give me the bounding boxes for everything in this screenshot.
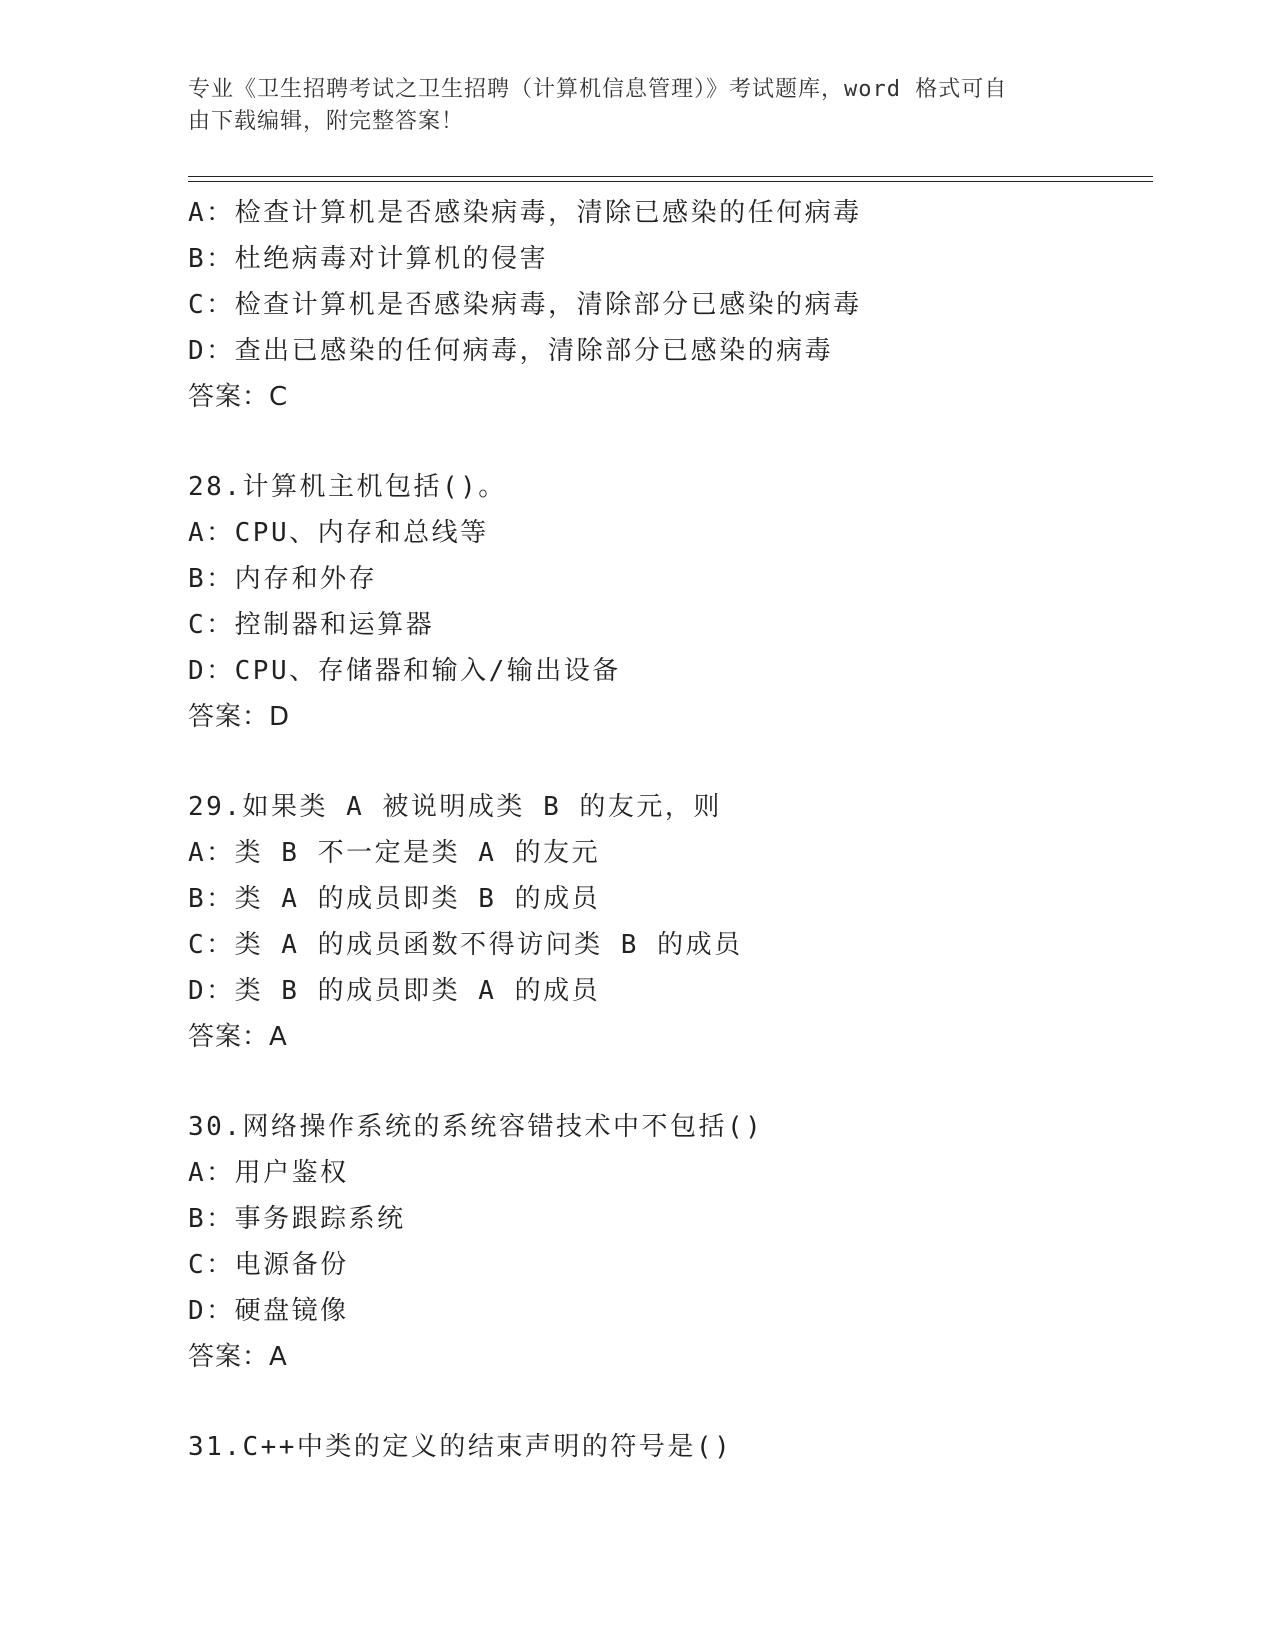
option-b: B：事务跟踪系统 xyxy=(188,1204,406,1234)
option-a: A：类 B 不一定是类 A 的友元 xyxy=(188,838,601,868)
question-list xyxy=(188,190,1188,1470)
option-b: B：类 A 的成员即类 B 的成员 xyxy=(188,884,601,914)
answer-line: 答案：A xyxy=(188,1022,288,1052)
option-d: D：类 B 的成员即类 A 的成员 xyxy=(188,976,601,1006)
option-c: C：检查计算机是否感染病毒，清除部分已感染的病毒 xyxy=(188,290,862,320)
spacer xyxy=(188,1060,1188,1104)
header-divider-bottom xyxy=(188,181,1153,182)
header-divider-top xyxy=(188,176,1153,177)
question-text: 31.C++中类的定义的结束声明的符号是() xyxy=(188,1432,733,1462)
spacer xyxy=(188,740,1188,784)
answer-line: 答案：A xyxy=(188,1342,288,1372)
question-text: 28.计算机主机包括()。 xyxy=(188,472,507,502)
question-block-31 xyxy=(188,1424,1188,1470)
question-block-30 xyxy=(188,1104,1188,1380)
question-block-29 xyxy=(188,784,1188,1060)
answer-line: 答案：C xyxy=(188,382,289,412)
question-block-27 xyxy=(188,190,1188,420)
option-d: D：查出已感染的任何病毒，清除部分已感染的病毒 xyxy=(188,336,834,366)
spacer xyxy=(188,1380,1188,1424)
option-d: D：硬盘镜像 xyxy=(188,1296,349,1326)
option-a: A：用户鉴权 xyxy=(188,1158,349,1188)
header-line-2: 由下载编辑，附完整答案！ xyxy=(188,109,465,134)
document-header xyxy=(188,74,1088,138)
option-b: B：杜绝病毒对计算机的侵害 xyxy=(188,244,549,274)
question-text: 29.如果类 A 被说明成类 B 的友元，则 xyxy=(188,792,722,822)
option-c: C：电源备份 xyxy=(188,1250,349,1280)
answer-line: 答案：D xyxy=(188,702,291,732)
question-text: 30.网络操作系统的系统容错技术中不包括() xyxy=(188,1112,764,1142)
option-c: C：控制器和运算器 xyxy=(188,610,435,640)
question-block-28 xyxy=(188,464,1188,740)
option-a: A：CPU、内存和总线等 xyxy=(188,518,489,548)
spacer xyxy=(188,420,1188,464)
option-b: B：内存和外存 xyxy=(188,564,378,594)
option-d: D：CPU、存储器和输入/输出设备 xyxy=(188,656,621,686)
option-a: A：检查计算机是否感染病毒，清除已感染的任何病毒 xyxy=(188,198,862,228)
option-c: C：类 A 的成员函数不得访问类 B 的成员 xyxy=(188,930,743,960)
header-line-1: 专业《卫生招聘考试之卫生招聘（计算机信息管理）》考试题库，word 格式可自 xyxy=(188,77,1008,102)
